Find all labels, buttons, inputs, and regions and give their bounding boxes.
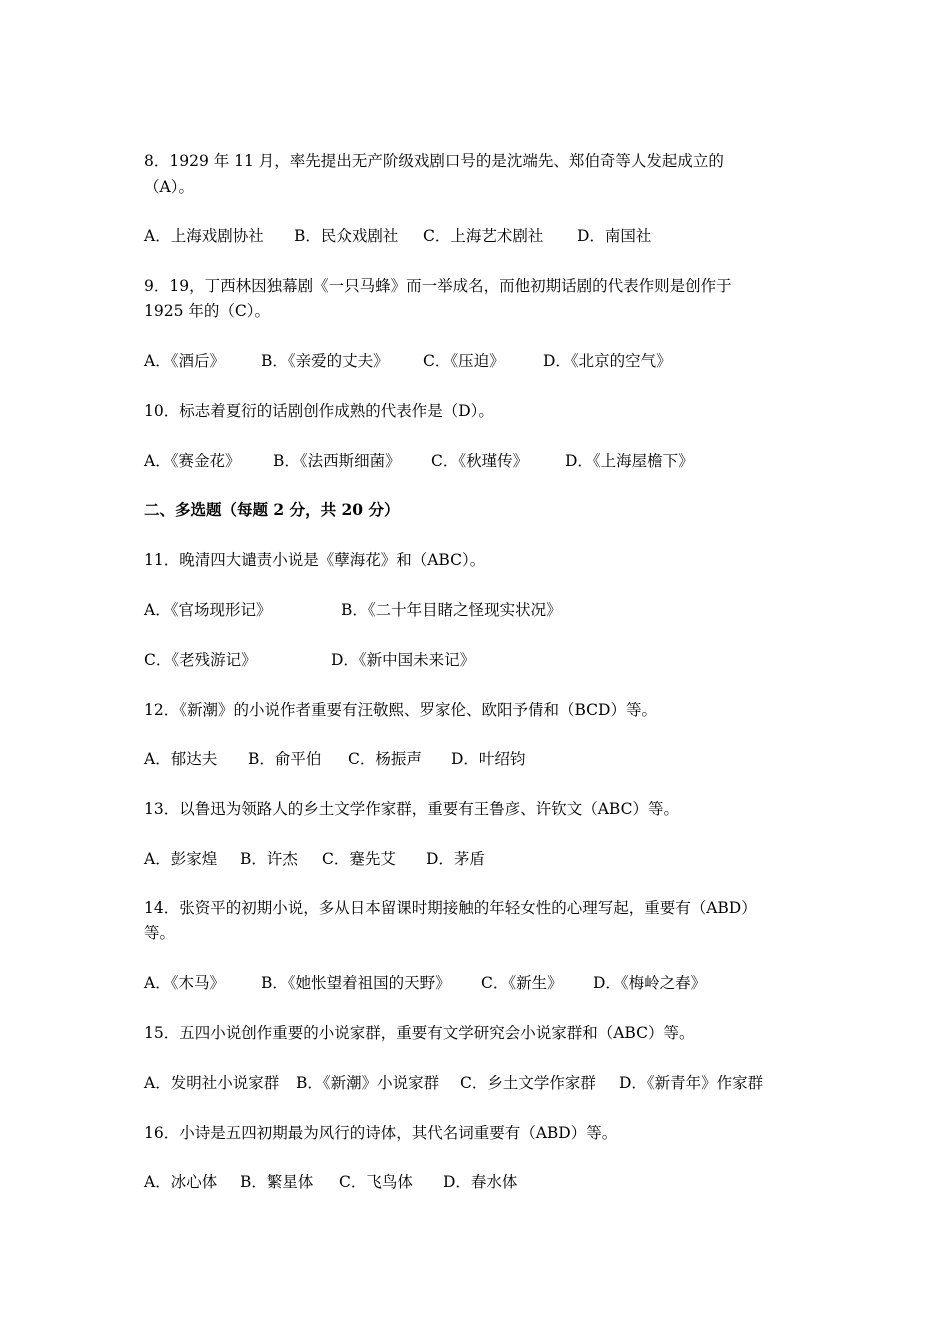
question-12-option-a: A．郁达夫 [144,750,218,768]
question-13-option-a: A．彭家煌 [144,850,218,868]
question-13-option-d: D．茅盾 [426,850,485,868]
question-8-option-d: D．南国社 [577,227,652,245]
question-15-option-c: C．乡土文学作家群 [460,1074,596,1092]
question-9-stem-line-1: 9．19，丁西林因独幕剧《一只马蜂》而一举成名，而他初期话剧的代表作则是创作于 [144,277,732,295]
question-10-option-d: D．《上海屋檐下》 [565,452,694,470]
question-16-stem: 16．小诗是五四初期最为风行的诗体，其代名词重要有（ABD）等。 [144,1124,618,1142]
question-9-stem-line-2: 1925 年的（C）。 [144,302,270,320]
question-11-option-a: A．《官场现形记》 [144,601,272,619]
question-8-stem-line-1: 8．1929 年 11 月，率先提出无产阶级戏剧口号的是沈端先、郑伯奇等人发起成立的 [144,152,724,170]
question-10-option-c: C．《秋瑾传》 [431,452,529,470]
section-heading-multiple-choice: 二、多选题（每题 2 分，共 20 分） [144,500,400,519]
question-14-option-a: A．《木马》 [144,974,225,992]
question-12-option-b: B．俞平伯 [248,750,322,768]
question-9-option-d: D．《北京的空气》 [543,352,672,370]
question-13-stem: 13．以鲁迅为领路人的乡土文学作家群，重要有王鲁彦、许钦文（ABC）等。 [144,800,679,818]
question-12-stem: 12．《新潮》的小说作者重要有汪敬熙、罗家伦、欧阳予倩和（BCD）等。 [144,701,657,719]
question-13-option-c: C．蹇先艾 [322,850,396,868]
question-9-option-b: B．《亲爱的丈夫》 [261,352,389,370]
question-12-option-d: D．叶绍钧 [451,750,526,768]
question-16-option-a: A．冰心体 [144,1173,218,1191]
question-15-stem: 15．五四小说创作重要的小说家群，重要有文学研究会小说家群和（ABC）等。 [144,1024,695,1042]
question-14-stem-line-1: 14．张资平的初期小说，多从日本留课时期接触的年轻女性的心理写起，重要有（ABD） [144,899,757,917]
question-10-option-a: A．《赛金花》 [144,452,241,470]
question-11-stem: 11．晚清四大谴责小说是《孽海花》和（ABC）。 [144,551,486,569]
question-10-option-b: B．《法西斯细菌》 [273,452,401,470]
question-15-option-a: A．发明社小说家群 [144,1074,280,1092]
question-8-option-a: A．上海戏剧协社 [144,227,264,245]
question-10-stem: 10．标志着夏衍的话剧创作成熟的代表作是（D）。 [144,402,494,420]
question-8-option-b: B．民众戏剧社 [294,227,399,245]
question-8-stem-line-2: （A）。 [144,178,194,196]
question-15-option-b: B．《新潮》小说家群 [296,1074,440,1092]
question-13-option-b: B．许杰 [240,850,298,868]
question-16-option-d: D．春水体 [443,1173,518,1191]
question-16-option-b: B．繁星体 [240,1173,314,1191]
question-9-option-a: A．《酒后》 [144,352,225,370]
question-12-option-c: C．杨振声 [348,750,422,768]
question-14-stem-line-2: 等。 [144,924,176,942]
question-14-option-b: B．《她怅望着祖国的天野》 [261,974,451,992]
question-15-option-d: D．《新青年》作家群 [619,1074,764,1092]
question-11-option-b: B．《二十年目睹之怪现实状况》 [341,601,562,619]
question-14-option-c: C．《新生》 [481,974,563,992]
question-16-option-c: C．飞鸟体 [339,1173,413,1191]
question-8-option-c: C．上海艺术剧社 [423,227,544,245]
question-14-option-d: D．《梅岭之春》 [593,974,707,992]
question-11-option-d: D．《新中国未来记》 [331,651,476,669]
question-9-option-c: C．《压迫》 [423,352,505,370]
question-11-option-c: C．《老残游记》 [144,651,257,669]
